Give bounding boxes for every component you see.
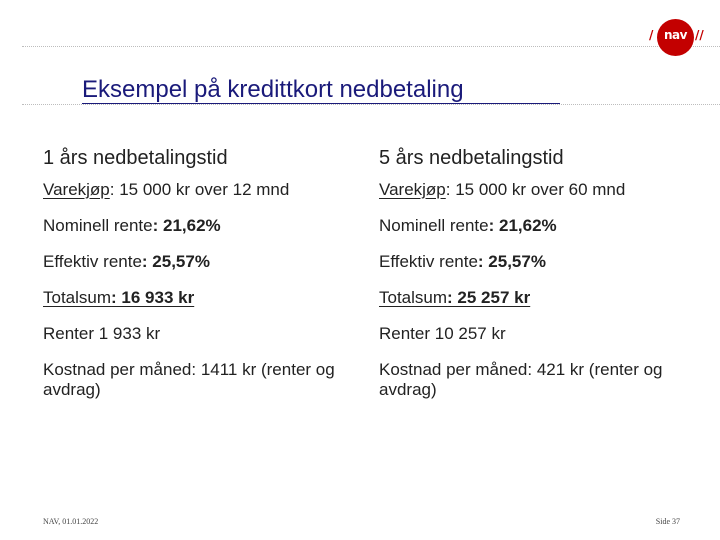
right-effective-row — [379, 252, 709, 288]
right-total-label: Totalsum — [379, 288, 448, 307]
right-purchase-row — [379, 180, 709, 216]
footer-date: NAV, 01.01.2022 — [43, 517, 99, 526]
right-purchase-label: Varekjøp — [379, 180, 446, 199]
right-total-row — [379, 288, 709, 324]
right-effective-label: Effektiv rente — [379, 252, 478, 271]
left-nominal-value: : 21,62% — [152, 216, 221, 235]
right-monthly-cost: Kostnad per måned: 421 kr (renter og avdrag) — [379, 360, 663, 399]
slide-title: Eksempel på kredittkort nedbetaling — [82, 76, 464, 103]
nav-logo — [648, 18, 708, 58]
right-column — [379, 144, 709, 408]
right-interest: Renter 10 257 kr — [379, 324, 506, 343]
left-column — [43, 144, 373, 408]
left-monthly-cost: Kostnad per måned: 1411 kr (renter og avdrag) — [43, 360, 335, 399]
left-total-value: : 16 933 kr — [111, 288, 195, 307]
right-total-value: : 25 257 kr — [447, 288, 531, 307]
title-divider — [22, 104, 720, 105]
footer-page-number: Side 37 — [655, 517, 680, 526]
logo-text: nav — [664, 28, 687, 42]
right-nominal-row — [379, 216, 709, 252]
right-effective-value: : 25,57% — [477, 252, 546, 271]
left-effective-row — [43, 252, 373, 288]
left-effective-value: : 25,57% — [141, 252, 210, 271]
logo-left-slash: / — [649, 28, 654, 42]
left-effective-label: Effektiv rente — [43, 252, 142, 271]
right-nominal-value: : 21,62% — [488, 216, 557, 235]
logo-right-slash: // — [695, 28, 704, 42]
left-nominal-row — [43, 216, 373, 252]
right-purchase-value: : 15 000 kr over 60 mnd — [445, 180, 626, 199]
left-nominal-label: Nominell rente — [43, 216, 153, 235]
left-total-label: Totalsum — [43, 288, 112, 307]
left-total-row — [43, 288, 373, 324]
top-divider — [22, 46, 720, 47]
left-purchase-label: Varekjøp — [43, 180, 110, 199]
left-purchase-row — [43, 180, 373, 216]
left-heading: 1 års nedbetalingstid — [43, 147, 228, 169]
left-purchase-value: : 15 000 kr over 12 mnd — [109, 180, 290, 199]
right-heading: 5 års nedbetalingstid — [379, 147, 564, 169]
right-nominal-label: Nominell rente — [379, 216, 489, 235]
left-interest: Renter 1 933 kr — [43, 324, 161, 343]
